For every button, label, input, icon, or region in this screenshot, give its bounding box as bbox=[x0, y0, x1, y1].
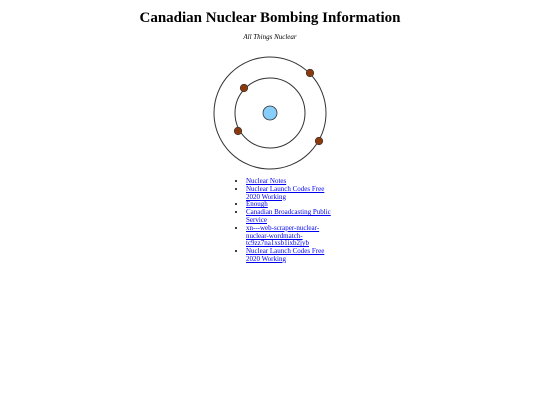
list-item bbox=[246, 248, 336, 264]
nucleus bbox=[263, 106, 277, 120]
electron bbox=[234, 127, 242, 135]
nav-link-canadian-broadcasting[interactable]: Canadian Broadcasting Public Service bbox=[246, 208, 331, 224]
nav-link-launch-codes-2[interactable]: Nuclear Launch Codes Free 2020 Working bbox=[246, 247, 325, 263]
nav-link-nuclear-notes[interactable]: Nuclear Notes bbox=[246, 177, 287, 185]
electron bbox=[315, 137, 323, 145]
tagline: All Things Nuclear bbox=[243, 33, 297, 41]
link-list bbox=[238, 178, 336, 264]
nav-link-enough[interactable]: Enough bbox=[246, 200, 268, 209]
atom-icon bbox=[210, 53, 330, 173]
nav-link-web-scraper[interactable]: xn---web-scraper-nuclear-nuclear-wordmatch-tc9zz7na1xsb1ixb2jyb bbox=[246, 223, 320, 248]
electron bbox=[306, 69, 314, 77]
electron bbox=[240, 84, 248, 92]
nav-link-launch-codes[interactable]: Nuclear Launch Codes Free 2020 Working bbox=[246, 184, 325, 201]
list-item bbox=[246, 225, 336, 248]
list-item bbox=[246, 209, 336, 225]
page-title: Canadian Nuclear Bombing Information bbox=[139, 10, 401, 26]
list-item bbox=[246, 186, 336, 202]
